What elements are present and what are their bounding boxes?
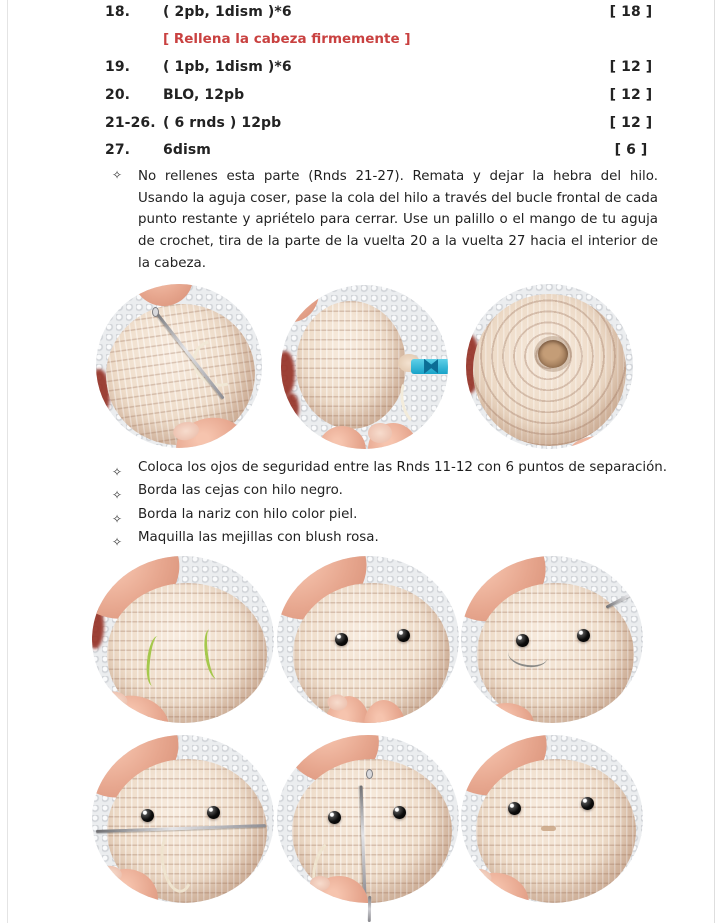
blue-tool-band [424, 359, 438, 374]
row-number: 21-26. [105, 115, 156, 131]
safety-eye-left [335, 633, 348, 646]
crochet-head [293, 583, 450, 723]
safety-eye-right [393, 806, 406, 819]
list-item-text: Borda la nariz con hilo color piel. [138, 506, 358, 522]
safety-eye-left [328, 811, 341, 824]
embroidery-needle [605, 580, 643, 608]
photo-finished-face [461, 735, 643, 903]
list-item-text: Coloca los ojos de seguridad entre las Rnds 11-12 con 6 puntos de separación. [138, 460, 668, 475]
row-number: 18. [105, 4, 131, 20]
stitch-count: [ 12 ] [609, 115, 653, 131]
row-instruction: ( 2pb, 1dism )*6 [163, 4, 292, 20]
photo-embroidery-start [461, 556, 643, 723]
row-number: 27. [105, 142, 131, 158]
row-instruction: ( 6 rnds ) 12pb [163, 115, 282, 131]
list-item [112, 456, 672, 479]
row-number: 19. [105, 59, 131, 75]
blue-tool [411, 359, 448, 374]
finger [318, 426, 366, 449]
diamond-bullet-icon: ✧ [112, 511, 123, 526]
stitch-count: [ 18 ] [609, 4, 653, 20]
crochet-head-top [473, 294, 627, 446]
page-left-edge [7, 0, 8, 923]
stitch-count: [ 12 ] [609, 59, 653, 75]
photo-nose-needle-horizontal [92, 735, 274, 903]
safety-eye-left [141, 809, 154, 822]
photo-head-with-needle [96, 284, 262, 448]
row-instruction: BLO, 12pb [163, 87, 245, 103]
page-right-edge [714, 0, 715, 923]
pattern-row-20 [0, 87, 720, 107]
photo-nose-needle-vertical [277, 735, 459, 903]
finishing-checklist [112, 456, 672, 550]
red-background-patch [281, 351, 295, 397]
row-number: 20. [105, 87, 131, 103]
red-background-patch [283, 393, 299, 423]
diamond-bullet-icon: ✧ [112, 168, 123, 182]
diamond-bullet-icon: ✧ [112, 488, 123, 503]
fingernail [368, 423, 392, 443]
list-item-text: Borda las cejas con hilo negro. [138, 483, 343, 499]
row-instruction: 6dism [163, 142, 211, 158]
diamond-bullet-icon: ✧ [112, 465, 123, 479]
stitch-count: [ 12 ] [609, 87, 653, 103]
yarn-tail [397, 375, 432, 427]
stuffing-note: [ Rellena la cabeza firmemente ] [163, 31, 411, 47]
fingernail [327, 693, 349, 712]
pattern-row-21-26 [0, 115, 720, 135]
embroidered-nose [541, 826, 556, 831]
row-instruction: ( 1pb, 1dism )*6 [163, 59, 292, 75]
list-item [112, 503, 672, 526]
photo-ball-with-tool [281, 285, 448, 449]
pattern-row-19 [0, 59, 720, 79]
pattern-row-27 [0, 142, 720, 162]
stitch-count: [ 6 ] [614, 142, 648, 158]
diamond-bullet-icon: ✧ [112, 535, 123, 550]
photo-closed-top-view [466, 284, 633, 449]
list-item [112, 479, 672, 502]
safety-eye-right [207, 806, 220, 819]
needle-eye [366, 769, 373, 779]
closing-instructions-text: No rellenes esta parte (Rnds 21-27). Remata y dejar la hebra del hilo. Usando la aguja coser, pase la cola del hilo a través del bucle frontal de cada punto restante y apriételo para cerrar. Use un palillo o el mango de tu aguja de crochet, tira de la parte de la vuelta 20 a la vuelta 27 hacia el interior de la cabeza. [138, 169, 658, 271]
closing-instructions [112, 166, 658, 275]
photo-safety-eyes [277, 556, 459, 723]
photo-eye-markers [92, 556, 274, 723]
fingernail [310, 876, 330, 891]
center-hole [538, 340, 568, 368]
embroidery-needle-tip [368, 896, 371, 922]
finger [368, 423, 418, 449]
list-item [112, 526, 672, 549]
pattern-row-18 [0, 4, 720, 24]
list-item-text: Maquilla las mejillas con blush rosa. [138, 530, 379, 546]
crochet-ball [296, 301, 406, 429]
